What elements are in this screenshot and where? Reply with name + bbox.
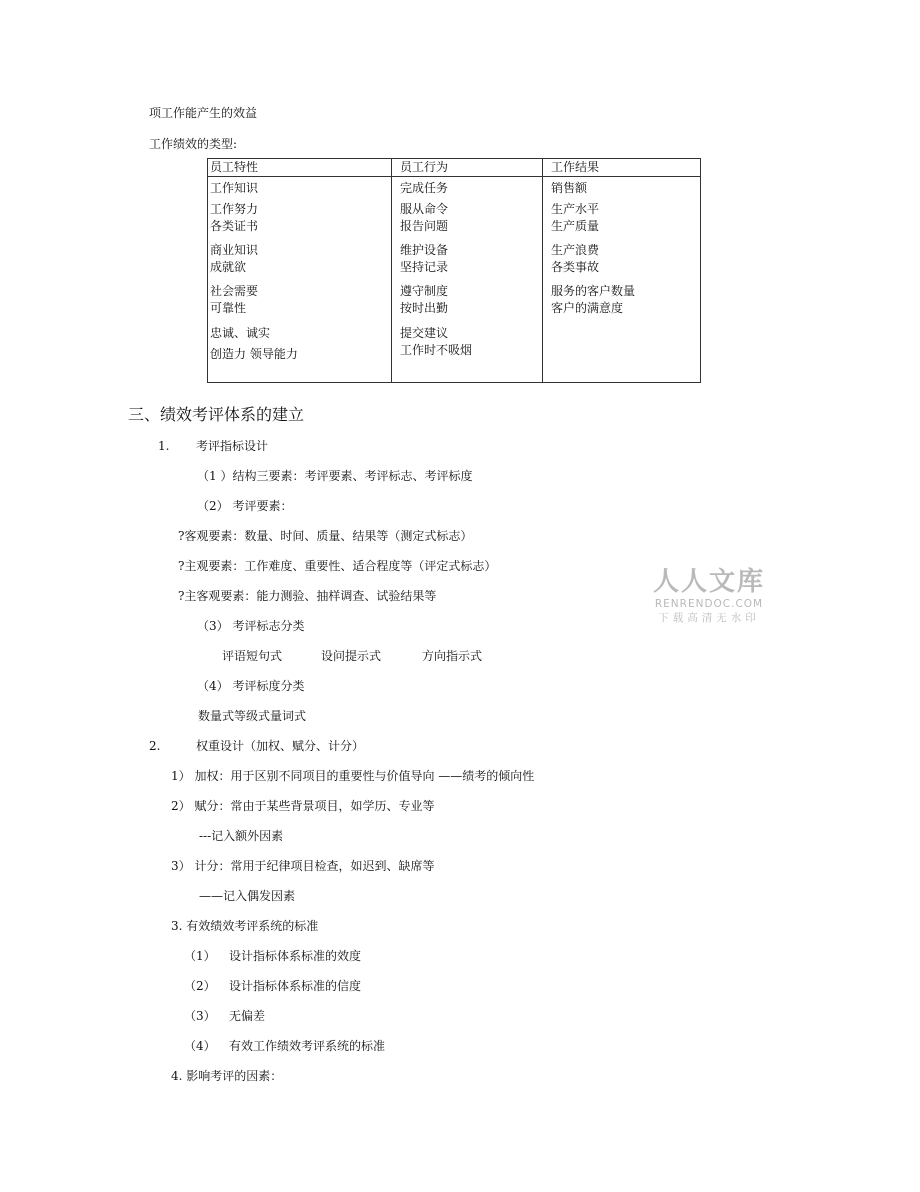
list-item: 有效工作绩效考评系统的标准 [229, 1039, 386, 1053]
table-cell: 各类证书 [210, 219, 259, 233]
table-cell: 提交建议 [400, 326, 449, 340]
item-number: 2. [149, 739, 161, 753]
table-cell: 创造力 领导能力 [210, 347, 298, 361]
table-cell: 成就欲 [210, 260, 247, 274]
performance-types-table [207, 158, 701, 383]
item-number: （2） [184, 979, 216, 993]
watermark-site: RENRENDOC.COM [654, 598, 764, 610]
subsection-title: 考评指标设计 [196, 439, 269, 453]
list-item: ---记入额外因素 [199, 829, 284, 843]
subsection-title: 3. 有效绩效考评系统的标准 [171, 919, 319, 933]
table-cell: 生产质量 [551, 219, 600, 233]
subsection-title: 4. 影响考评的因素： [171, 1069, 283, 1083]
table-cell: 社会需要 [210, 284, 259, 298]
table-cell: 各类事故 [551, 260, 600, 274]
list-item: 设计指标体系标准的效度 [229, 949, 362, 963]
intro-line: 项工作能产生的效益 [149, 106, 258, 120]
table-header-behaviors: 员工行为 [400, 160, 449, 174]
list-item: ?主观要素：工作难度、重要性、适合程度等（评定式标志） [178, 559, 497, 573]
types-heading: 工作绩效的类型: [149, 137, 238, 151]
list-item: ?主客观要素：能力测验、抽样调查、试验结果等 [178, 589, 437, 603]
table-header-results: 工作结果 [551, 160, 600, 174]
table-cell: 生产浪费 [551, 243, 600, 257]
table-cell: 工作努力 [210, 202, 259, 216]
table-cell: 按时出勤 [400, 301, 449, 315]
table-header-divider [208, 176, 700, 177]
table-column-divider [542, 159, 543, 382]
watermark-caption: 下载高清无水印 [658, 612, 760, 624]
list-item: ——记入偶发因素 [199, 889, 296, 903]
list-item: ?客观要素：数量、时间、质量、结果等（测定式标志） [178, 529, 473, 543]
section-heading: 三、绩效考评体系的建立 [128, 405, 305, 424]
table-cell: 客户的满意度 [551, 301, 624, 315]
table-cell: 销售额 [551, 181, 588, 195]
item-number: （3） [184, 1009, 216, 1023]
scale-types: 数量式等级式量词式 [198, 709, 307, 723]
table-cell: 工作时不吸烟 [400, 343, 473, 357]
table-cell: 工作知识 [210, 181, 259, 195]
table-cell: 坚持记录 [400, 260, 449, 274]
table-cell: 商业知识 [210, 243, 259, 257]
list-item: （1 ）结构三要素：考评要素、考评标志、考评标度 [197, 469, 473, 483]
table-header-traits: 员工特性 [210, 160, 259, 174]
list-item: （3） 考评标志分类 [197, 619, 305, 633]
list-item: 2） 赋分：常由于某些背景项目，如学历、专业等 [171, 799, 435, 813]
list-item: 设计指标体系标准的信度 [229, 979, 362, 993]
table-cell: 维护设备 [400, 243, 449, 257]
list-item: 无偏差 [229, 1009, 266, 1023]
sign-type: 设问提示式 [321, 649, 382, 663]
watermark-title: 人人文库 [652, 567, 765, 597]
list-item: （4） 考评标度分类 [197, 679, 305, 693]
table-cell: 服从命令 [400, 202, 449, 216]
table-cell: 服务的客户数量 [551, 284, 636, 298]
table-cell: 忠诚、诚实 [210, 326, 271, 340]
item-number: （4） [184, 1039, 216, 1053]
table-cell: 遵守制度 [400, 284, 449, 298]
watermark [646, 566, 772, 625]
table-cell: 生产水平 [551, 202, 600, 216]
table-cell: 可靠性 [210, 301, 247, 315]
list-item: （2） 考评要素： [197, 499, 293, 513]
table-cell: 报告问题 [400, 219, 449, 233]
item-number: 1. [158, 439, 170, 453]
sign-type: 方向指示式 [422, 649, 483, 663]
item-number: （1） [184, 949, 216, 963]
sign-type: 评语短句式 [222, 649, 283, 663]
table-cell: 完成任务 [400, 181, 449, 195]
subsection-title: 权重设计（加权、赋分、计分） [196, 739, 365, 753]
list-item: 1） 加权：用于区别不同项目的重要性与价值导向 ——绩考的倾向性 [171, 769, 535, 783]
table-column-divider [391, 159, 392, 382]
list-item: 3） 计分：常用于纪律项目检查，如迟到、缺席等 [171, 859, 435, 873]
